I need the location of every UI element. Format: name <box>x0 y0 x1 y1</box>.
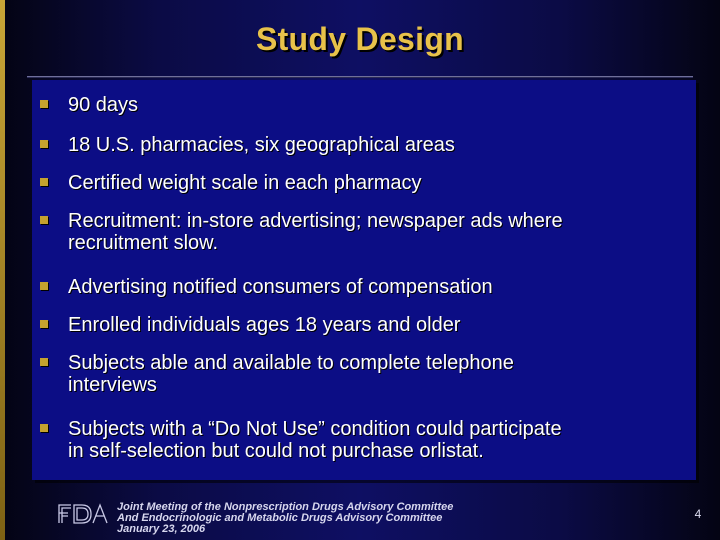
square-bullet-icon <box>40 216 48 224</box>
bullet-item <box>40 352 690 396</box>
bullet-text: Enrolled individuals ages 18 years and older <box>68 314 461 336</box>
square-bullet-icon <box>40 100 48 108</box>
slide-title: Study Design <box>255 21 465 57</box>
bullet-text-line-1: Recruitment: in-store advertising; newspaper ads where <box>68 210 563 232</box>
bullet-text-line-1: Subjects with a “Do Not Use” condition could participate <box>68 418 562 440</box>
bullet-text: Advertising notified consumers of compensation <box>68 276 493 298</box>
bullet-item <box>40 210 690 254</box>
square-bullet-icon <box>40 178 48 186</box>
bullet-text: 18 U.S. pharmacies, six geographical areas <box>68 134 455 156</box>
square-bullet-icon <box>40 424 48 432</box>
title-divider <box>27 76 693 78</box>
fda-logo <box>56 502 110 526</box>
square-bullet-icon <box>40 358 48 366</box>
bullet-item <box>40 134 690 156</box>
bullet-item <box>40 94 690 116</box>
bullet-text-line-2: interviews <box>68 374 157 396</box>
footer-line-2: And Endocrinologic and Metabolic Drugs Advisory Committee <box>117 512 443 524</box>
bullet-item <box>40 172 690 194</box>
left-accent-bar <box>0 0 5 540</box>
footer-line-1: Joint Meeting of the Nonprescription Drugs Advisory Committee <box>117 501 454 513</box>
footer-line-3: January 23, 2006 <box>117 523 206 535</box>
square-bullet-icon <box>40 282 48 290</box>
bullet-text: Certified weight scale in each pharmacy <box>68 172 422 194</box>
bullet-text-line-2: recruitment slow. <box>68 232 219 254</box>
bullet-text-line-1: Subjects able and available to complete telephone <box>68 352 514 374</box>
square-bullet-icon <box>40 320 48 328</box>
bullet-text: 90 days <box>68 94 139 116</box>
footer-meeting-info <box>117 502 537 535</box>
bullet-text-line-2: in self-selection but could not purchase orlistat. <box>68 440 484 462</box>
bullet-item <box>40 276 690 298</box>
page-number: 4 <box>694 507 702 521</box>
square-bullet-icon <box>40 140 48 148</box>
bullet-item <box>40 314 690 336</box>
bullet-item <box>40 418 690 462</box>
